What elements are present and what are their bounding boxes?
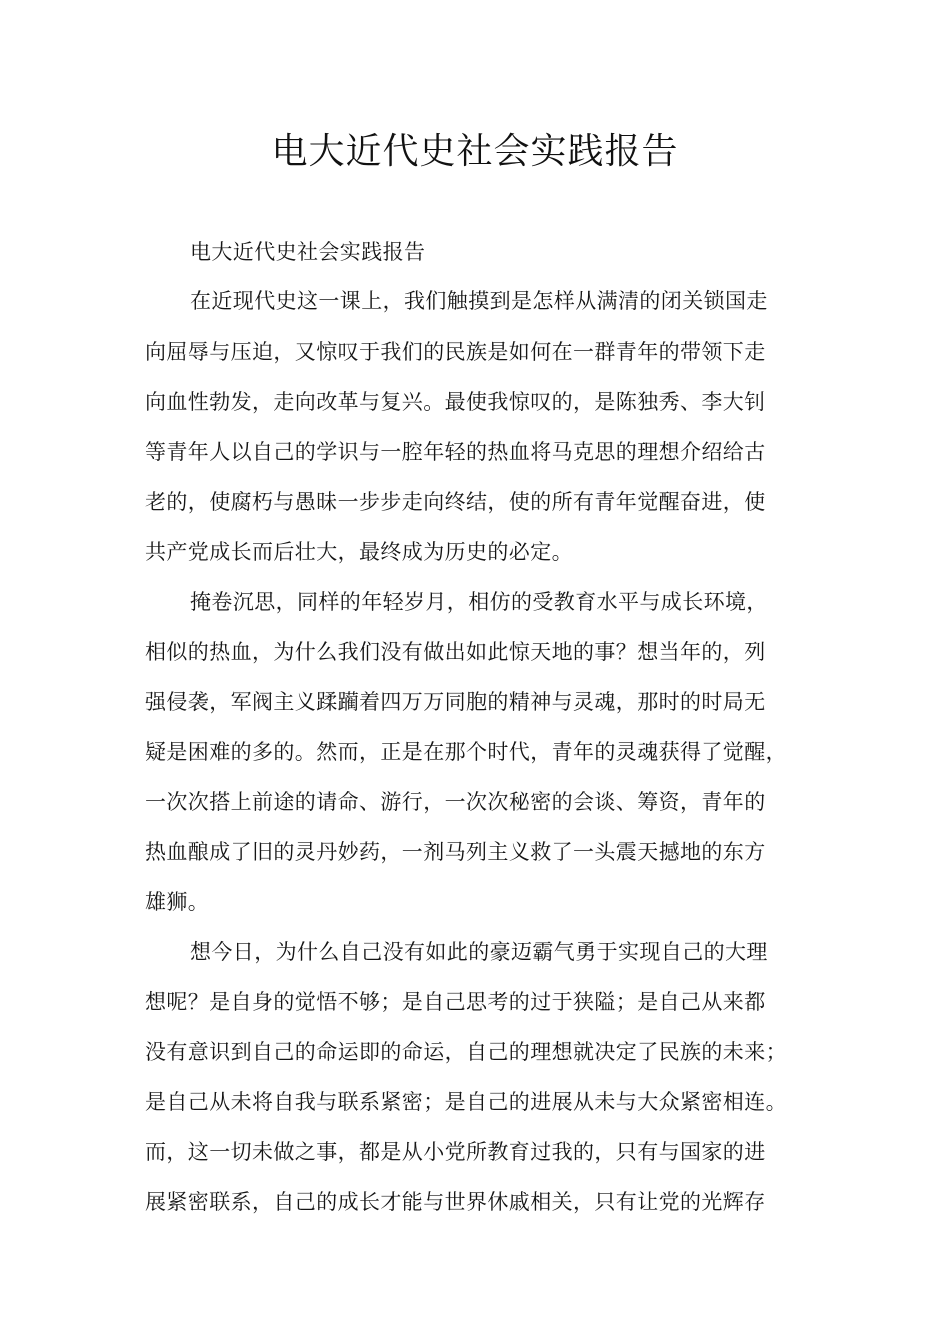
body-line: 是自己从未将自我与联系紧密；是自己的进展从未与大众紧密相连。 — [145, 1090, 787, 1114]
body-line: 热血酿成了旧的灵丹妙药，一剂马列主义救了一头震天撼地的东方 — [145, 840, 766, 864]
body-line: 老的，使腐朽与愚昧一步步走向终结，使的所有青年觉醒奋进，使 — [145, 490, 766, 514]
body-line: 共产党成长而后壮大，最终成为历史的必定。 — [145, 540, 573, 564]
body-line: 展紧密联系，自己的成长才能与世界休戚相关，只有让党的光辉存 — [145, 1190, 766, 1214]
body-line: 向血性勃发，走向改革与复兴。最使我惊叹的，是陈独秀、李大钊 — [145, 390, 766, 414]
subtitle-line: 电大近代史社会实践报告 — [190, 240, 426, 264]
body-line: 想呢？是自身的觉悟不够；是自己思考的过于狭隘；是自己从来都 — [145, 990, 766, 1014]
body-line: 雄狮。 — [145, 890, 210, 914]
body-line: 相似的热血，为什么我们没有做出如此惊天地的事？想当年的，列 — [145, 640, 766, 664]
body-line: 强侵袭，军阀主义蹂躏着四万万同胞的精神与灵魂，那时的时局无 — [145, 690, 766, 714]
body-line: 而，这一切未做之事，都是从小党所教育过我的，只有与国家的进 — [145, 1140, 766, 1164]
body-line: 等青年人以自己的学识与一腔年轻的热血将马克思的理想介绍给古 — [145, 440, 766, 464]
body-line: 在近现代史这一课上，我们触摸到是怎样从满清的闭关锁国走 — [190, 289, 768, 313]
body-line: 疑是困难的多的。然而，正是在那个时代，青年的灵魂获得了觉醒， — [145, 740, 787, 764]
body-line: 向屈辱与压迫，又惊叹于我们的民族是如何在一群青年的带领下走 — [145, 340, 766, 364]
body-line: 没有意识到自己的命运即的命运，自己的理想就决定了民族的未来； — [145, 1040, 787, 1064]
body-line: 想今日，为什么自己没有如此的豪迈霸气勇于实现自己的大理 — [190, 940, 768, 964]
document-title: 电大近代史社会实践报告 — [271, 131, 679, 172]
body-line: 掩卷沉思，同样的年轻岁月，相仿的受教育水平与成长环境， — [190, 590, 768, 614]
body-line: 一次次搭上前途的请命、游行，一次次秘密的会谈、筹资，青年的 — [145, 790, 766, 814]
